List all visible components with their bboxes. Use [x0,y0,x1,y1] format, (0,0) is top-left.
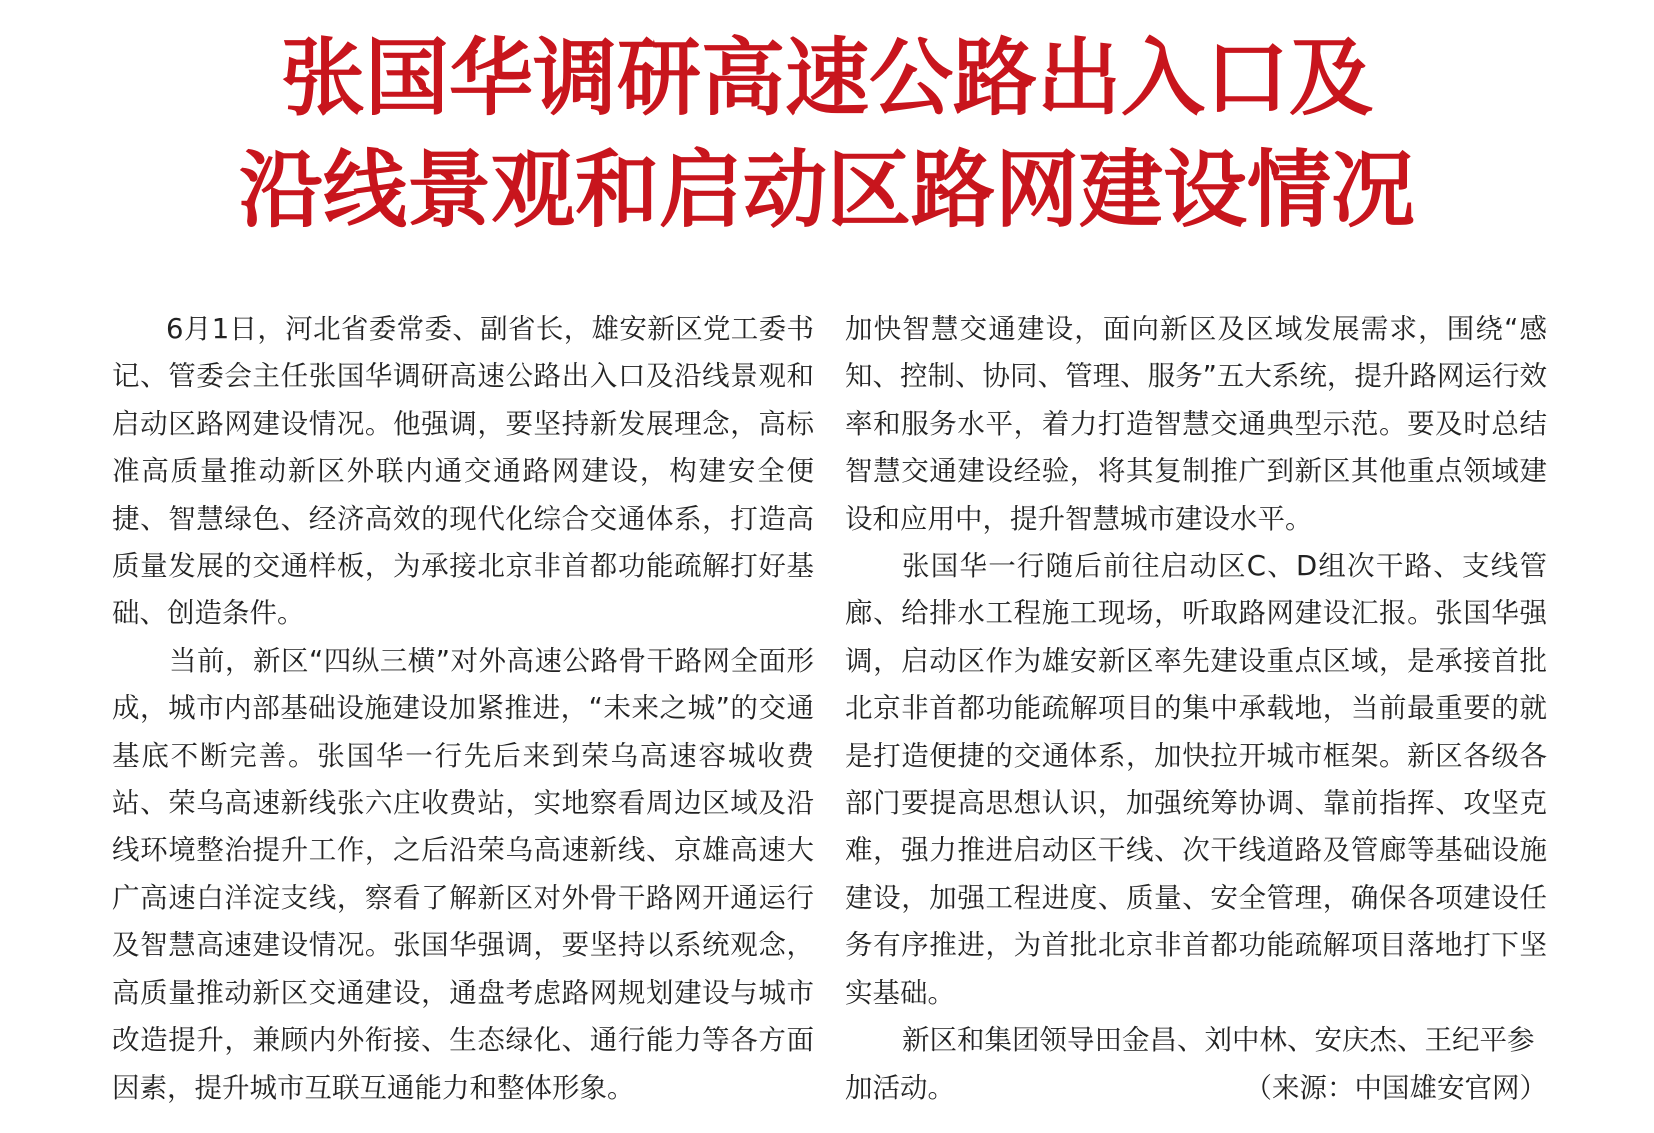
right-paragraph-3-end: 加活动。 [845,1071,955,1104]
right-column [845,306,1547,1112]
right-paragraph-2: 张国华一行随后前往启动区C、D组次干路、支线管廊、给排水工程施工现场，听取路网建设汇报。张国华强调，启动区作为雄安新区率先建设重点区域，是承接首批北京非首都功能疏解项目的集中承载地，当前最重要的就是打造便捷的交通体系，加快拉开城市框架。新区各级各部门要提高思想认识，加强统筹协调、靠前指挥、攻坚克难，强力推进启动区干线、次干线道路及管廊等基础设施建设，加强工程进度、质量、安全管理，确保各项建设任务有序推进，为首批北京非首都功能疏解项目落地打下坚实基础。 [845,550,1547,1009]
headline-line-2: 沿线景观和启动区路网建设情况 [238,140,1415,239]
left-paragraph-2: 当前，新区“四纵三横”对外高速公路骨干路网全面形成，城市内部基础设施建设加紧推进，“未来之城”的交通基底不断完善。张国华一行先后来到荣乌高速容城收费站、荣乌高速新线张六庄收费站，实地察看周边区域及沿线环境整治提升工作，之后沿荣乌高速新线、京雄高速大广高速白洋淀支线，察看了解新区对外骨干路网开通运行及智慧高速建设情况。张国华强调，要坚持以系统观念，高质量推动新区交通建设，通盘考虑路网规划建设与城市改造提升，兼顾内外衔接、生态绿化、通行能力等各方面因素，提升城市互联互通能力和整体形象。 [112,644,814,1104]
right-paragraph-3: 新区和集团领导田金昌、刘中林、安庆杰、王纪平参 [902,1024,1535,1057]
article-headline [0,22,1654,246]
source-attribution: （来源：中国雄安官网） [1244,1071,1547,1104]
right-paragraph-1: 加快智慧交通建设，面向新区及区域发展需求，围绕“感知、控制、协同、管理、服务”五大系统，提升路网运行效率和服务水平，着力打造智慧交通典型示范。要及时总结智慧交通建设经验，将其复制推广到新区其他重点领域建设和应用中，提升智慧城市建设水平。 [845,313,1547,535]
headline-line-1: 张国华调研高速公路出入口及 [280,28,1373,127]
closing-line [845,1065,1547,1112]
left-paragraph-1: 6月1日，河北省委常委、副省长，雄安新区党工委书记、管委会主任张国华调研高速公路出入口及沿线景观和启动区路网建设情况。他强调，要坚持新发展理念，高标准高质量推动新区外联内通交通路网建设，构建安全便捷、智慧绿色、经济高效的现代化综合交通体系，打造高质量发展的交通样板，为承接北京非首都功能疏解打好基础、创造条件。 [112,313,814,630]
left-column [112,306,814,1112]
